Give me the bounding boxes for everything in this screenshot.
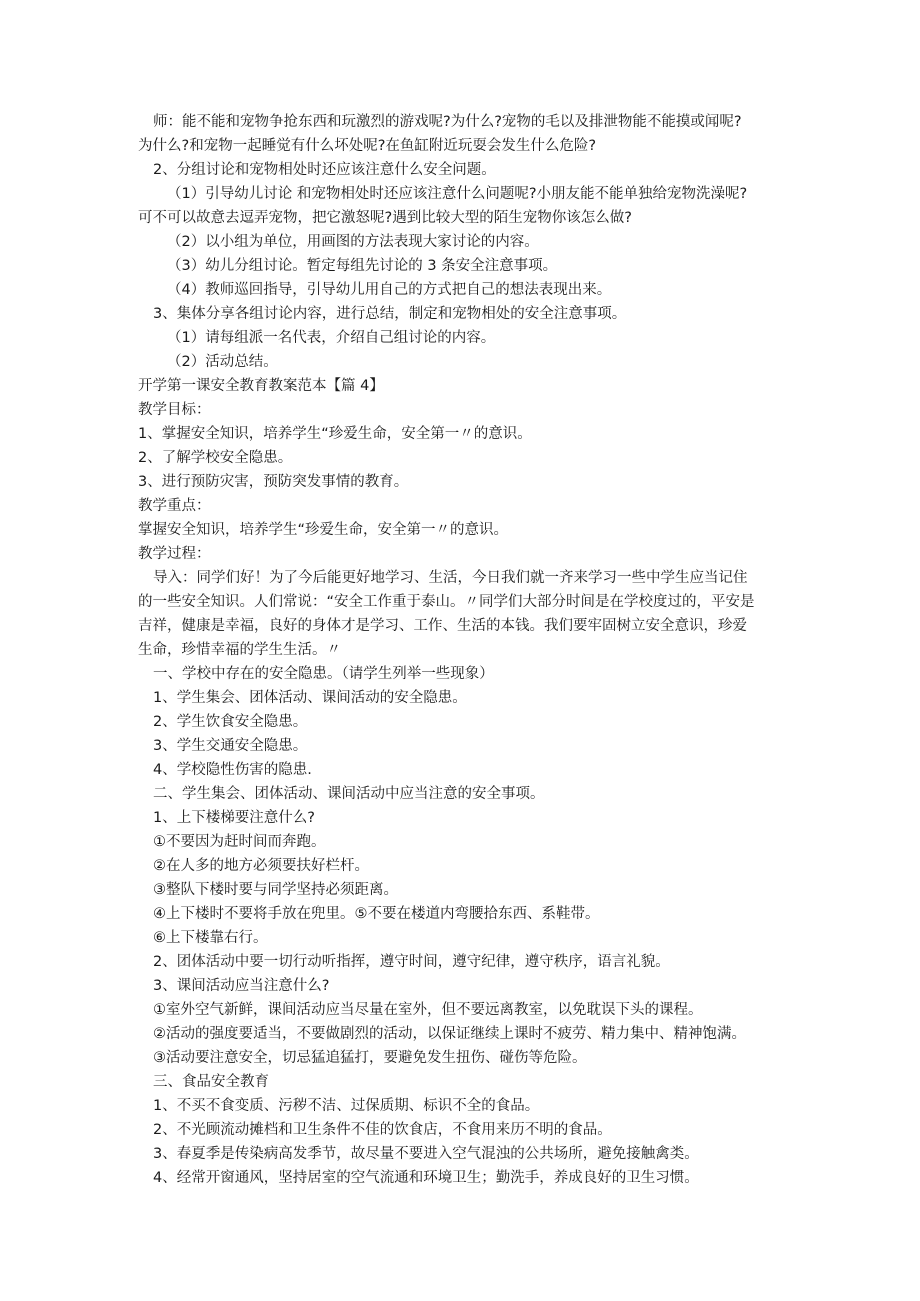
text-line: 3、春夏季是传染病高发季节，故尽量不要进入空气混浊的公共场所，避免接触禽类。 xyxy=(153,1146,699,1162)
text-line: 4、经常开窗通风，坚持居室的空气流通和环境卫生；勤洗手，养成良好的卫生习惯。 xyxy=(153,1170,699,1186)
text-line: 吉祥，健康是幸福，良好的身体才是学习、工作、生活的本钱。我们要牢固树立安全意识，珍爱 xyxy=(138,618,747,634)
text-line: 2、团体活动中要一切行动听指挥，遵守时间，遵守纪律，遵守秩序，语言礼貌。 xyxy=(153,954,670,970)
text-line: ⑥上下楼靠右行。 xyxy=(153,930,268,946)
text-line: （1）引导幼儿讨论 和宠物相处时还应该注意什么问题呢?小朋友能不能单独给宠物洗澡呢? xyxy=(167,186,748,202)
text-line: 教学过程： xyxy=(138,546,211,562)
text-line: 3、集体分享各组讨论内容，进行总结，制定和宠物相处的安全注意事项。 xyxy=(153,306,627,322)
text-line: 2、分组讨论和宠物相处时还应该注意什么安全问题。 xyxy=(153,162,496,178)
text-line: ④上下楼时不要将手放在兜里。⑤不要在楼道内弯腰拾东西、系鞋带。 xyxy=(153,906,600,922)
text-line: ①不要因为赶时间而奔跑。 xyxy=(153,834,326,850)
text-line: 导入：同学们好！为了今后能更好地学习、生活，今日我们就一齐来学习一些中学生应当记住 xyxy=(153,570,748,586)
text-line: 教学重点： xyxy=(138,498,211,514)
text-line: ①室外空气新鲜，课间活动应当尽量在室外，但不要远离教室，以免耽误下头的课程。 xyxy=(153,1002,703,1018)
text-line: 的一些安全知识。人们常说：“安全工作重于泰山。〃同学们大部分时间是在学校度过的，平安是 xyxy=(138,594,755,610)
text-line: 一、学校中存在的安全隐患。（请学生列举一些现象） xyxy=(153,666,494,682)
text-line: 可不可以故意去逗弄宠物，把它激怒呢?遇到比较大型的陌生宠物你该怎么做? xyxy=(138,210,632,226)
text-line: 掌握安全知识，培养学生“珍爱生命，安全第一〃的意识。 xyxy=(138,522,509,538)
text-line: ③整队下楼时要与同学坚持必须距离。 xyxy=(153,882,398,898)
text-line: ②在人多的地方必须要扶好栏杆。 xyxy=(153,858,369,874)
text-line: 3、课间活动应当注意什么? xyxy=(153,978,330,994)
text-line: 二、学生集会、团体活动、课间活动中应当注意的安全事项。 xyxy=(153,786,545,802)
text-line: 1、学生集会、团体活动、课间活动的安全隐患。 xyxy=(153,690,467,706)
text-line: 2、学生饮食安全隐患。 xyxy=(153,714,308,730)
text-line: （2）以小组为单位，用画图的方法表现大家讨论的内容。 xyxy=(167,234,539,250)
text-line: 教学目标： xyxy=(138,402,211,418)
document-body xyxy=(138,110,798,1190)
text-line: ③活动要注意安全，切忌猛追猛打，要避免发生扭伤、碰伤等危险。 xyxy=(153,1050,587,1066)
text-line: ②活动的强度要适当，不要做剧烈的活动，以保证继续上课时不疲劳、精力集中、精神饱满。 xyxy=(153,1026,746,1042)
text-line: 2、不光顾流动摊档和卫生条件不佳的饮食店，不食用来历不明的食品。 xyxy=(153,1122,612,1138)
text-line: （1）请每组派一名代表，介绍自己组讨论的内容。 xyxy=(167,330,496,346)
text-line: 为什么?和宠物一起睡觉有什么坏处呢?在鱼缸附近玩耍会发生什么危险? xyxy=(138,138,597,154)
text-line: （2）活动总结。 xyxy=(167,354,278,370)
text-line: 4、学校隐性伤害的隐患. xyxy=(153,762,312,778)
text-line: 三、食品安全教育 xyxy=(153,1074,269,1090)
text-line: 3、学生交通安全隐患。 xyxy=(153,738,308,754)
text-line: 2、了解学校安全隐患。 xyxy=(138,450,293,466)
text-line: 生命，珍惜幸福的学生生活。〃 xyxy=(138,642,341,658)
text-line: 师：能不能和宠物争抢东西和玩激烈的游戏呢?为什么?宠物的毛以及排泄物能不能摸或闻呢? xyxy=(153,114,742,130)
text-line: （3）幼儿分组讨论。暂定每组先讨论的 3 条安全注意事项。 xyxy=(167,258,558,274)
text-line: 开学第一课安全教育教案范本【篇 4】 xyxy=(138,378,384,394)
text-line: （4）教师巡回指导，引导幼儿用自己的方式把自己的想法表现出来。 xyxy=(167,282,612,298)
text-line: 3、进行预防灾害，预防突发事情的教育。 xyxy=(138,474,409,490)
text-line: 1、不买不食变质、污秽不洁、过保质期、标识不全的食品。 xyxy=(153,1098,540,1114)
text-line: 1、上下楼梯要注意什么? xyxy=(153,810,315,826)
text-line: 1、掌握安全知识，培养学生“珍爱生命，安全第一〃的意识。 xyxy=(138,426,532,442)
